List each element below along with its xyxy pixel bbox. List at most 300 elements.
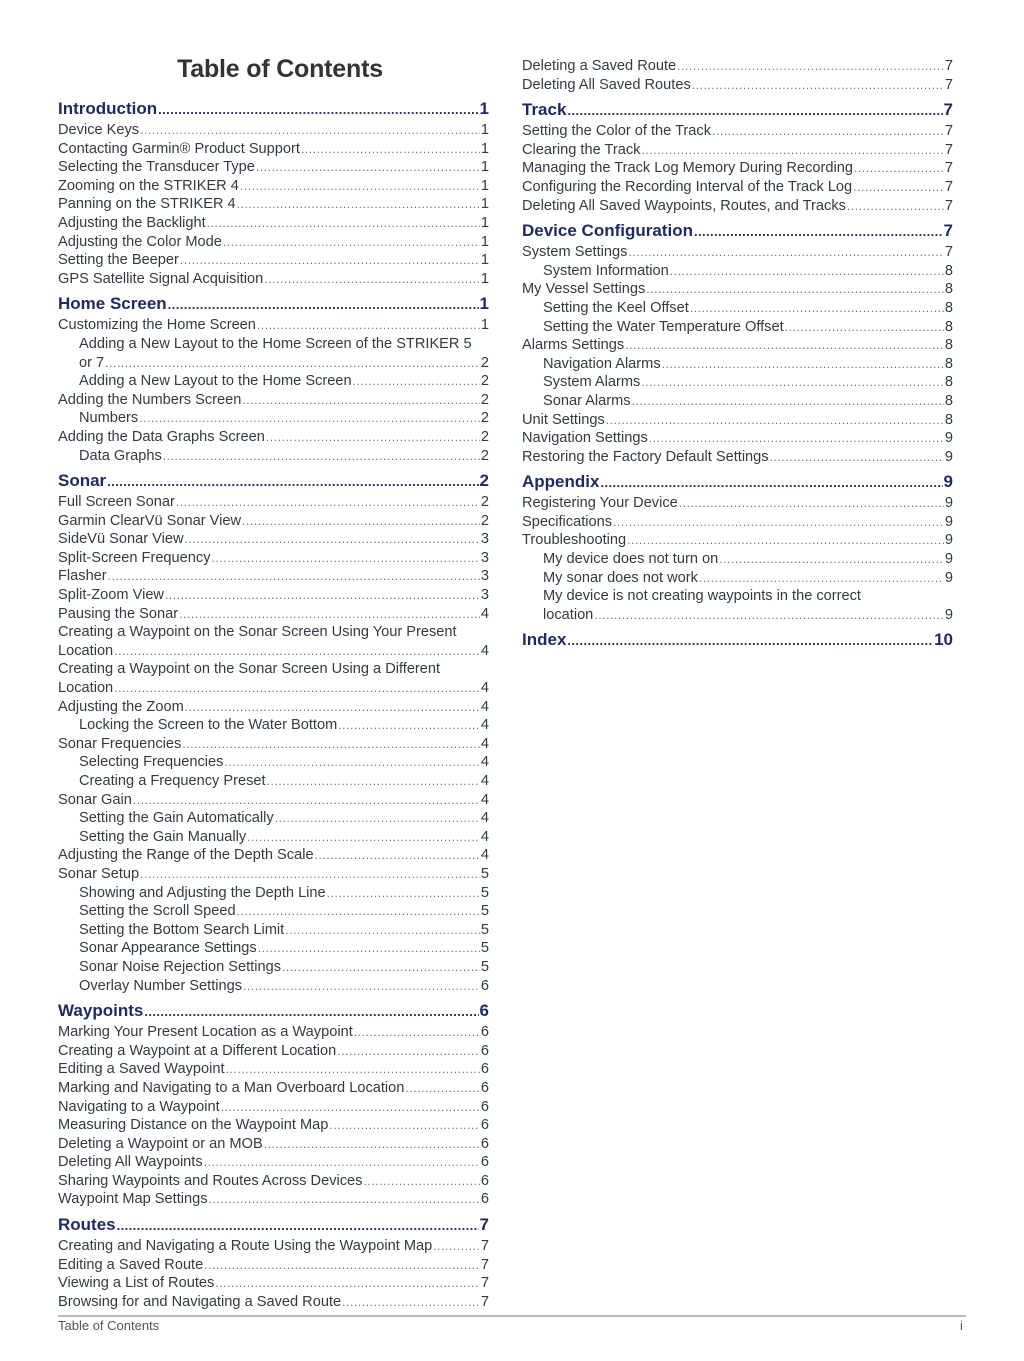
toc-page-number: 3 <box>480 587 489 604</box>
dot-leader <box>215 1274 480 1293</box>
toc-page-number: 10 <box>934 630 953 650</box>
toc-page-number: 1 <box>480 140 489 157</box>
toc-entry-line <box>58 335 489 354</box>
dot-leader <box>140 121 480 140</box>
toc-page-number: 3 <box>480 531 489 548</box>
toc-section-heading <box>58 1000 489 1023</box>
toc-entry <box>58 391 489 410</box>
toc-entry-label: Registering Your Device <box>522 495 678 512</box>
toc-entry <box>58 977 489 996</box>
dot-leader <box>224 753 479 772</box>
toc-section-label: Introduction <box>58 99 158 118</box>
dot-leader <box>353 372 480 391</box>
toc-entry-label: Waypoint Map Settings <box>58 1191 208 1208</box>
toc-entry-label: Zooming on the STRIKER 4 <box>58 177 239 194</box>
toc-page-number: 6 <box>480 1191 489 1208</box>
toc-entry-label: Contacting Garmin® Product Support <box>58 140 300 157</box>
toc-entry-label: Setting the Scroll Speed <box>79 903 236 920</box>
toc-entry <box>522 411 953 430</box>
toc-page-number: 9 <box>944 513 953 530</box>
toc-entry <box>58 772 489 791</box>
toc-entry-label: Selecting the Transducer Type <box>58 159 255 176</box>
toc-entry <box>58 679 489 698</box>
dot-leader <box>785 318 944 337</box>
toc-entry-label: Adding a New Layout to the Home Screen <box>79 373 352 390</box>
dot-leader <box>139 409 480 428</box>
toc-entry <box>58 735 489 754</box>
toc-entry-label: Troubleshooting <box>522 532 627 549</box>
toc-entry <box>522 513 953 532</box>
toc-section-label: Track <box>522 100 567 120</box>
toc-page-number: 4 <box>480 847 489 864</box>
toc-page-number: 6 <box>480 1098 489 1115</box>
toc-page-number: 3 <box>480 549 489 566</box>
toc-entry-label: My sonar does not work <box>543 569 698 586</box>
toc-entry-label: Sonar Noise Rejection Settings <box>79 958 281 975</box>
toc-page-number: 6 <box>480 1172 489 1189</box>
toc-page-number: 9 <box>944 430 953 447</box>
toc-entry <box>58 270 489 289</box>
dot-leader <box>600 472 942 494</box>
toc-entry <box>522 569 953 588</box>
toc-left-column <box>58 98 489 1311</box>
toc-entry <box>522 76 953 95</box>
toc-entry <box>58 958 489 977</box>
toc-entry-label: Split-Screen Frequency <box>58 549 211 566</box>
dot-leader <box>237 902 480 921</box>
toc-page-number: 1 <box>480 270 489 287</box>
toc-page-number: 8 <box>944 299 953 316</box>
toc-entry <box>58 1023 489 1042</box>
toc-entry-label: Setting the Beeper <box>58 252 179 269</box>
toc-entry-label: Numbers <box>79 410 139 427</box>
toc-entry-label: location <box>543 606 594 623</box>
toc-entry <box>58 512 489 531</box>
toc-page-number: 1 <box>480 177 489 194</box>
toc-entry-label: Customizing the Home Screen <box>58 317 256 334</box>
dot-leader <box>117 1215 479 1237</box>
toc-page-number: 6 <box>479 1001 489 1021</box>
dot-leader <box>677 57 944 76</box>
toc-entry-label: Navigation Alarms <box>543 355 661 372</box>
dot-leader <box>649 429 944 448</box>
toc-page-number: 4 <box>480 698 489 715</box>
toc-page-number: 5 <box>480 958 489 975</box>
toc-entry-label: Creating a Waypoint on the Sonar Screen Using Your Present <box>58 624 457 641</box>
toc-entry <box>522 141 953 160</box>
toc-entry-label: Specifications <box>522 513 613 530</box>
toc-page-number: 4 <box>480 810 489 827</box>
footer-page-number: i <box>960 1318 963 1333</box>
toc-page-number: 5 <box>480 921 489 938</box>
toc-page-number: 2 <box>480 391 489 408</box>
toc-entry-label: Navigating to a Waypoint <box>58 1098 220 1115</box>
toc-entry <box>58 1237 489 1256</box>
dot-leader <box>223 233 480 252</box>
toc-page-number: 1 <box>480 233 489 250</box>
toc-entry <box>58 140 489 159</box>
dot-leader <box>133 791 480 810</box>
toc-entry-label: Creating a Frequency Preset <box>79 773 266 789</box>
dot-leader <box>275 809 480 828</box>
dot-leader <box>108 567 480 586</box>
dot-leader <box>267 772 480 791</box>
toc-entry <box>58 939 489 958</box>
toc-entry-label: Adjusting the Backlight <box>58 214 206 231</box>
toc-entry-label: SideVü Sonar View <box>58 531 184 548</box>
dot-leader <box>107 471 478 493</box>
toc-page-number: 6 <box>480 1042 489 1059</box>
dot-leader <box>342 1293 480 1312</box>
toc-entry-label: Editing a Saved Route <box>58 1256 204 1273</box>
toc-page-number: 5 <box>480 865 489 882</box>
dot-leader <box>662 355 944 374</box>
dot-leader <box>226 1060 480 1079</box>
toc-page-number: 2 <box>480 410 489 427</box>
toc-entry <box>58 567 489 586</box>
toc-entry-label: Sonar Alarms <box>543 392 631 409</box>
toc-entry-label: Sonar Appearance Settings <box>79 940 257 957</box>
dot-leader <box>176 493 480 512</box>
toc-entry-label: Pausing the Sonar <box>58 605 179 622</box>
toc-entry-label: Alarms Settings <box>522 337 625 354</box>
toc-page-number: 1 <box>480 159 489 176</box>
toc-entry-label: Adjusting the Zoom <box>58 698 184 715</box>
toc-section-label: Device Configuration <box>522 221 693 241</box>
dot-leader <box>625 336 944 355</box>
toc-page-number: 8 <box>944 374 953 391</box>
toc-entry-label: Sonar Frequencies <box>58 735 182 752</box>
dot-leader <box>641 373 944 392</box>
dot-leader <box>237 195 480 214</box>
toc-section-label: Routes <box>58 1215 116 1235</box>
toc-entry-label: My device does not turn on <box>543 551 719 568</box>
toc-entry-label: Marking and Navigating to a Man Overboard Location <box>58 1079 405 1096</box>
toc-page-number: 1 <box>480 196 489 213</box>
toc-entry-label: Setting the Water Temperature Offset <box>543 318 784 335</box>
toc-page-number: 6 <box>480 1117 489 1134</box>
toc-entry <box>58 1256 489 1275</box>
page-title: Table of Contents <box>177 55 383 83</box>
toc-entry-label: Adding a New Layout to the Home Screen of the STRIKER 5 <box>79 335 472 352</box>
toc-page-number: 8 <box>944 411 953 428</box>
toc-page-number: 4 <box>480 754 489 771</box>
toc-section-heading <box>522 471 953 494</box>
toc-entry-label: Browsing for and Navigating a Saved Route <box>58 1293 342 1310</box>
toc-entry <box>522 392 953 411</box>
toc-entry <box>522 606 953 625</box>
dot-leader <box>327 884 480 903</box>
dot-leader <box>354 1023 480 1042</box>
toc-entry <box>522 494 953 513</box>
dot-leader <box>209 1190 480 1209</box>
toc-page-number: 9 <box>944 495 953 512</box>
toc-entry <box>522 429 953 448</box>
toc-page-number: 8 <box>944 337 953 354</box>
toc-entry <box>58 1042 489 1061</box>
dot-leader <box>158 99 478 121</box>
toc-entry <box>522 262 953 281</box>
toc-entry-label: Locking the Screen to the Water Bottom <box>79 717 338 734</box>
dot-leader <box>242 391 480 410</box>
dot-leader <box>258 939 480 958</box>
toc-page-number: 7 <box>479 1215 489 1235</box>
toc-entry <box>522 448 953 467</box>
dot-leader <box>114 679 480 698</box>
toc-entry-label: Sonar Gain <box>58 791 132 808</box>
dot-leader <box>670 262 944 281</box>
toc-entry <box>58 214 489 233</box>
toc-page-number: 2 <box>480 428 489 445</box>
toc-entry-label: Creating a Waypoint on the Sonar Screen Using a Different <box>58 661 441 678</box>
toc-entry-label: or 7 <box>79 354 105 371</box>
toc-entry <box>522 122 953 141</box>
dot-leader <box>433 1237 480 1256</box>
toc-page-number: 8 <box>944 262 953 279</box>
toc-page-number: 4 <box>480 605 489 622</box>
toc-page-number: 6 <box>480 1154 489 1171</box>
toc-entry <box>58 195 489 214</box>
toc-entry-label: Editing a Saved Waypoint <box>58 1061 225 1078</box>
toc-entry <box>58 884 489 903</box>
dot-leader <box>847 197 944 216</box>
dot-leader <box>282 958 480 977</box>
toc-entry-label: System Information <box>543 262 669 279</box>
dot-leader <box>567 100 942 122</box>
toc-entry-label: Unit Settings <box>522 411 605 428</box>
toc-page-number: 6 <box>480 1079 489 1096</box>
toc-entry-label: Measuring Distance on the Waypoint Map <box>58 1117 329 1134</box>
dot-leader <box>114 642 480 661</box>
toc-entry-label: Deleting All Saved Waypoints, Routes, and Tracks <box>522 197 846 214</box>
toc-section-label: Appendix <box>522 472 600 492</box>
toc-entry <box>522 159 953 178</box>
toc-entry <box>58 549 489 568</box>
dot-leader <box>264 1135 480 1154</box>
toc-entry <box>522 355 953 374</box>
dot-leader <box>257 316 480 335</box>
toc-entry-label: Flasher <box>58 568 107 585</box>
toc-entry-label: Adjusting the Color Mode <box>58 233 222 250</box>
dot-leader <box>204 1153 480 1172</box>
toc-page-number: 5 <box>480 884 489 901</box>
dot-leader <box>646 280 944 299</box>
dot-leader <box>641 141 943 160</box>
toc-entry <box>58 428 489 447</box>
dot-leader <box>594 606 944 625</box>
dot-leader <box>240 177 480 196</box>
toc-entry-line <box>58 660 489 679</box>
dot-leader <box>182 735 480 754</box>
toc-entry-label: Marking Your Present Location as a Waypoint <box>58 1024 353 1041</box>
toc-section-label: Index <box>522 630 567 650</box>
toc-entry <box>58 1274 489 1293</box>
toc-section-heading <box>58 1214 489 1237</box>
toc-entry-label: Sonar Setup <box>58 865 140 882</box>
toc-entry <box>58 251 489 270</box>
toc-page-number: 4 <box>480 735 489 752</box>
toc-entry <box>58 809 489 828</box>
toc-right-column <box>522 57 953 652</box>
dot-leader <box>243 977 480 996</box>
dot-leader <box>212 549 480 568</box>
toc-entry <box>58 316 489 335</box>
toc-entry-label: Sharing Waypoints and Routes Across Devices <box>58 1172 363 1189</box>
toc-entry-label: Selecting Frequencies <box>79 754 224 771</box>
toc-page-number: 7 <box>944 141 953 158</box>
dot-leader <box>184 530 479 549</box>
toc-entry <box>58 698 489 717</box>
toc-entry-label: Setting the Gain Manually <box>79 828 247 845</box>
toc-entry <box>522 550 953 569</box>
toc-page-number: 8 <box>944 392 953 409</box>
toc-page-number: 1 <box>480 252 489 269</box>
toc-section-label: Waypoints <box>58 1001 144 1021</box>
toc-entry-label: Restoring the Factory Default Settings <box>522 448 769 465</box>
dot-leader <box>606 411 944 430</box>
toc-entry <box>522 299 953 318</box>
dot-leader <box>692 76 944 95</box>
toc-page-number: 3 <box>480 568 489 585</box>
toc-entry <box>58 372 489 391</box>
toc-entry <box>522 318 953 337</box>
dot-leader <box>180 251 480 270</box>
toc-entry <box>522 373 953 392</box>
toc-entry-label: My device is not creating waypoints in the correct <box>543 588 861 605</box>
dot-leader <box>699 569 944 588</box>
toc-entry <box>58 1079 489 1098</box>
toc-page-number: 7 <box>943 221 953 241</box>
toc-page-number: 7 <box>944 197 953 214</box>
toc-entry-label: Deleting a Waypoint or an MOB <box>58 1135 263 1152</box>
dot-leader <box>179 605 480 624</box>
toc-page-number: 2 <box>479 471 489 491</box>
toc-entry <box>522 336 953 355</box>
dot-leader <box>315 846 480 865</box>
toc-entry-label: System Alarms <box>543 374 641 391</box>
toc-page-number: 4 <box>480 791 489 808</box>
toc-entry-label: Garmin ClearVü Sonar View <box>58 512 242 529</box>
dot-leader <box>338 716 480 735</box>
toc-entry-label: My Vessel Settings <box>522 281 646 298</box>
toc-page-number: 9 <box>944 569 953 586</box>
toc-entry-label: Navigation Settings <box>522 430 648 447</box>
toc-entry <box>58 158 489 177</box>
toc-page-number: 1 <box>480 317 489 334</box>
toc-entry-label: Managing the Track Log Memory During Recording <box>522 160 853 177</box>
footer-label: Table of Contents <box>58 1318 160 1333</box>
dot-leader <box>285 921 480 940</box>
toc-entry <box>58 1135 489 1154</box>
toc-page-number: 7 <box>944 178 953 195</box>
dot-leader <box>679 494 944 513</box>
toc-page-number: 4 <box>480 773 489 789</box>
toc-entry <box>58 354 489 373</box>
dot-leader <box>204 1256 480 1275</box>
toc-entry-label: Clearing the Track <box>522 141 641 158</box>
dot-leader <box>185 698 480 717</box>
dot-leader <box>165 586 480 605</box>
toc-page-number: 2 <box>480 373 489 390</box>
dot-leader <box>613 513 944 532</box>
toc-page-number: 9 <box>944 448 953 465</box>
toc-section-heading <box>58 98 489 121</box>
toc-entry <box>58 1190 489 1209</box>
toc-entry <box>522 243 953 262</box>
toc-page-number: 8 <box>944 318 953 335</box>
toc-page-number: 7 <box>943 100 953 120</box>
toc-entry-line <box>522 587 953 606</box>
toc-entry-label: System Settings <box>522 244 628 261</box>
toc-entry <box>58 791 489 810</box>
toc-entry <box>522 57 953 76</box>
dot-leader <box>853 178 944 197</box>
toc-page-number: 2 <box>480 512 489 529</box>
toc-page-number: 7 <box>944 76 953 93</box>
toc-section-label: Home Screen <box>58 294 167 314</box>
toc-entry <box>58 493 489 512</box>
toc-entry-label: Setting the Bottom Search Limit <box>79 921 285 938</box>
toc-page-number: 7 <box>480 1256 489 1273</box>
toc-page-number: 1 <box>480 214 489 231</box>
dot-leader <box>105 354 480 373</box>
toc-section-label: Sonar <box>58 471 107 491</box>
toc-page-number: 7 <box>944 123 953 140</box>
toc-entry <box>58 409 489 428</box>
toc-entry <box>58 846 489 865</box>
toc-entry-label: Setting the Gain Automatically <box>79 810 274 827</box>
toc-page-number: 5 <box>480 940 489 957</box>
toc-page-number: 4 <box>480 680 489 697</box>
toc-entry <box>58 177 489 196</box>
dot-leader <box>168 294 479 316</box>
toc-entry <box>58 586 489 605</box>
toc-entry-label: Split-Zoom View <box>58 587 164 604</box>
toc-page-number: 7 <box>480 1238 489 1255</box>
toc-entry <box>58 1153 489 1172</box>
dot-leader <box>163 447 480 466</box>
toc-page-number: 9 <box>943 472 953 492</box>
toc-entry <box>522 197 953 216</box>
dot-leader <box>301 140 480 159</box>
toc-page-number: 7 <box>944 244 953 261</box>
dot-leader <box>207 214 480 233</box>
dot-leader <box>247 828 480 847</box>
toc-entry <box>58 1293 489 1312</box>
toc-page-number: 7 <box>944 58 953 74</box>
toc-entry-label: Deleting All Waypoints <box>58 1154 203 1171</box>
toc-entry <box>58 530 489 549</box>
dot-leader <box>712 122 944 141</box>
toc-page-number: 2 <box>480 354 489 371</box>
dot-leader <box>567 630 933 652</box>
toc-page-number: 7 <box>480 1275 489 1292</box>
toc-page-number: 6 <box>480 1135 489 1152</box>
dot-leader <box>690 299 944 318</box>
toc-section-heading <box>58 470 489 493</box>
dot-leader <box>264 270 480 289</box>
dot-leader <box>144 1001 478 1023</box>
toc-entry-label: Location <box>58 642 114 659</box>
toc-page-number: 6 <box>480 977 489 994</box>
toc-entry <box>58 1116 489 1135</box>
toc-entry <box>58 605 489 624</box>
toc-entry <box>58 716 489 735</box>
toc-section-heading <box>522 220 953 243</box>
toc-entry-label: Device Keys <box>58 122 140 138</box>
toc-entry <box>522 280 953 299</box>
toc-entry <box>58 902 489 921</box>
